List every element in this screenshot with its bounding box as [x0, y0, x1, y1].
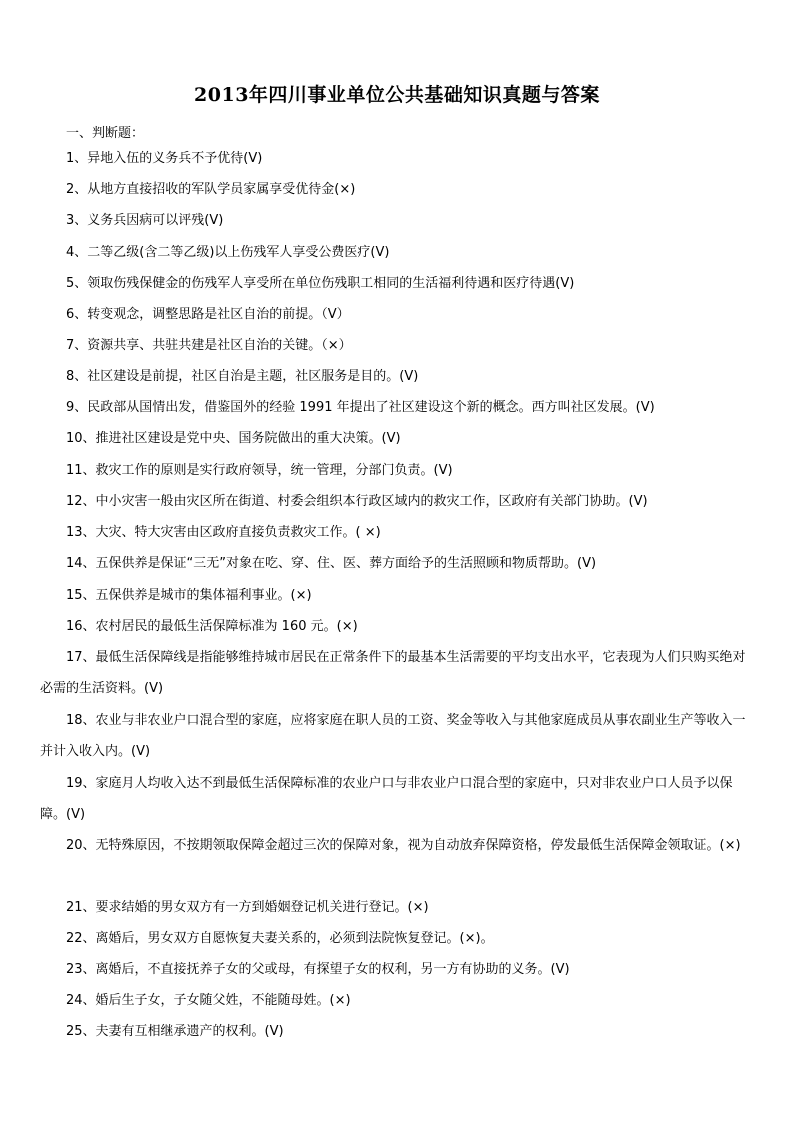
question-item: 17、最低生活保障线是指能够维持城市居民在正常条件下的最基本生活需要的平均支出水平，它表现为人们只购买绝对必需的生活资料。(V) [40, 650, 746, 696]
question-item: 19、家庭月人均收入达不到最低生活保障标准的农业户口与非农业户口混合型的家庭中，只对非农业户口人员予以保障。(V) [40, 776, 733, 822]
question-item: 6、转变观念，调整思路是社区自治的前提。（V） [66, 307, 350, 322]
question-item: 11、救灾工作的原则是实行政府领导，统一管理，分部门负责。(V) [66, 463, 453, 478]
question-item: 24、婚后生子女，子女随父姓，不能随母姓。(×) [66, 993, 351, 1008]
question-item: 2、从地方直接招收的军队学员家属享受优待金(×) [66, 182, 356, 197]
question-item: 16、农村居民的最低生活保障标准为 160 元。(×) [66, 619, 358, 634]
question-item: 4、二等乙级(含二等乙级)以上伤残军人享受公费医疗(V) [66, 245, 390, 260]
question-item: 1、异地入伍的义务兵不予优待(V) [66, 151, 263, 166]
question-item: 18、农业与非农业户口混合型的家庭，应将家庭在职人员的工资、奖金等收入与其他家庭成员从事农副业生产等收入一并计入收入内。(V) [40, 713, 746, 759]
question-item: 8、社区建设是前提，社区自治是主题，社区服务是目的。(V) [66, 369, 419, 384]
question-item: 9、民政部从国情出发，借鉴国外的经验 1991 年提出了社区建设这个新的概念。西方叫社区发展。(V) [66, 400, 655, 415]
question-item: 12、中小灾害一般由灾区所在街道、村委会组织本行政区域内的救灾工作，区政府有关部门协助。(V) [66, 494, 648, 509]
document-title: 2013年四川事业单位公共基础知识真题与答案 [194, 84, 600, 106]
question-item: 23、离婚后，不直接抚养子女的父或母，有探望子女的权利，另一方有协助的义务。(V) [66, 962, 570, 977]
question-item: 7、资源共享、共驻共建是社区自治的关键。（×） [66, 338, 352, 353]
question-item: 10、推进社区建设是党中央、国务院做出的重大决策。(V) [66, 431, 401, 446]
question-item: 5、领取伤残保健金的伤残军人享受所在单位伤残职工相同的生活福利待遇和医疗待遇(V) [66, 276, 575, 291]
question-item: 25、夫妻有互相继承遗产的权利。(V) [66, 1024, 284, 1039]
question-item: 22、离婚后，男女双方自愿恢复夫妻关系的，必须到法院恢复登记。(×)。 [66, 931, 494, 946]
question-item: 14、五保供养是保证“三无”对象在吃、穿、住、医、葬方面给予的生活照顾和物质帮助。(V) [66, 556, 597, 571]
question-item: 20、无特殊原因，不按期领取保障金超过三次的保障对象，视为自动放弃保障资格，停发最低生活保障金领取证。(×) [66, 838, 741, 853]
question-item: 13、大灾、特大灾害由区政府直接负责救灾工作。( ×) [66, 525, 381, 540]
question-item: 15、五保供养是城市的集体福利事业。(×) [66, 588, 312, 603]
question-item: 3、义务兵因病可以评残(V) [66, 213, 224, 228]
question-item: 21、要求结婚的男女双方有一方到婚姻登记机关进行登记。(×) [66, 900, 429, 915]
section-heading: 一、判断题： [66, 126, 145, 141]
